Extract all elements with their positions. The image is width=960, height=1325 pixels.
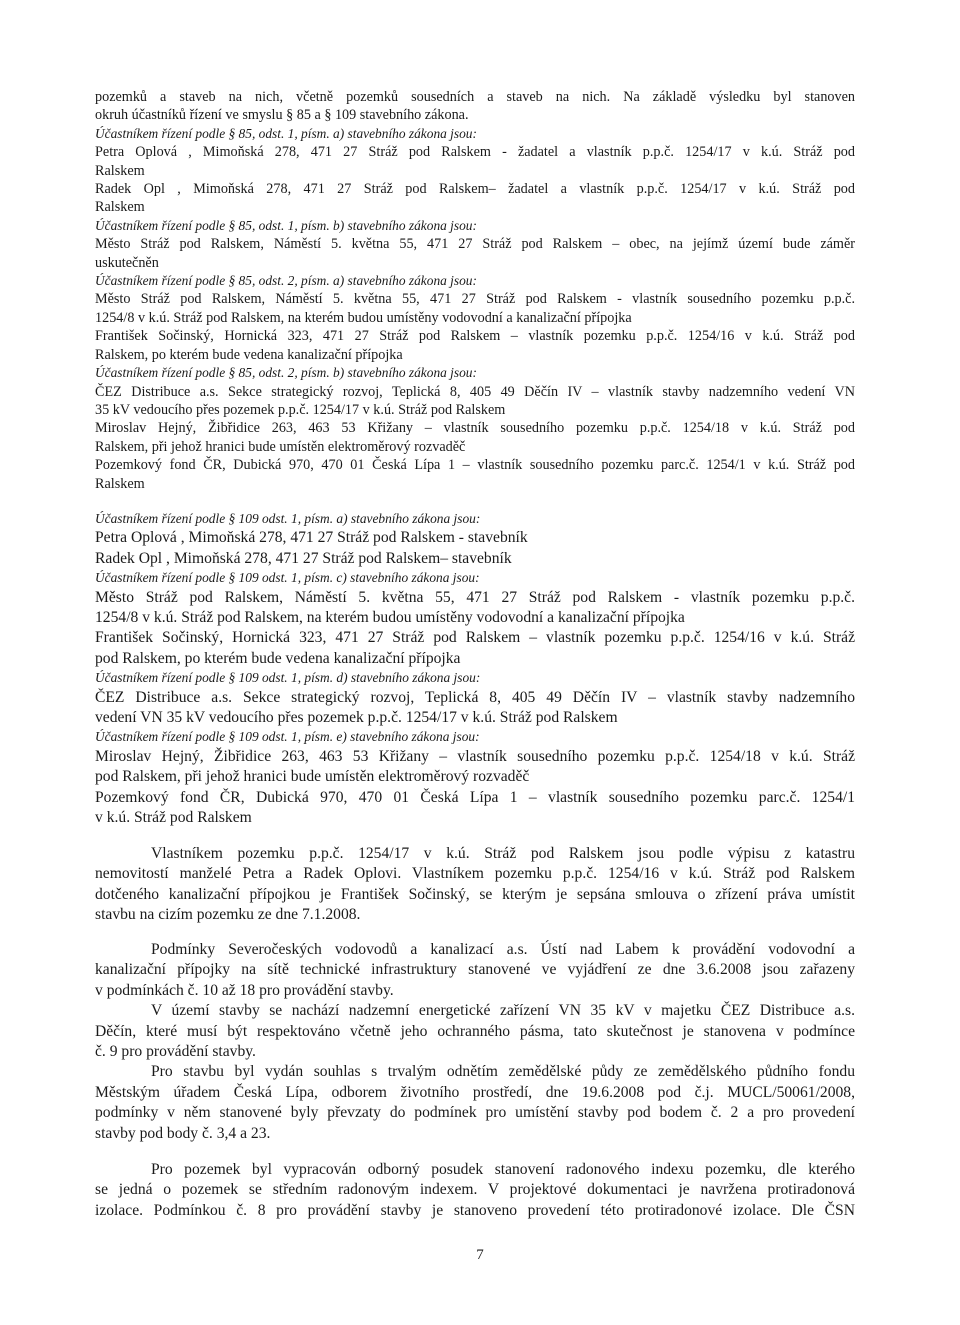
text-line: 1254/8 v k.ú. Stráž pod Ralskem, na kterém budou umístěny vodovodní a kanalizační přípojka bbox=[95, 609, 685, 627]
text-line: Účastníkem řízení podle § 85, odst. 1, písm. b) stavebního zákona jsou: bbox=[95, 217, 477, 233]
text-line: Účastníkem řízení podle § 109 odst. 1, písm. e) stavebního zákona jsou: bbox=[95, 729, 480, 745]
text-line: Účastníkem řízení podle § 109 odst. 1, písm. a) stavebního zákona jsou: bbox=[95, 511, 481, 526]
text-line: Miroslav Hejný, Žibřidice 263, 463 53 Křižany – vlastník sousedního pozemku p.p.č. 1254/18 v k.ú. Stráž bbox=[95, 747, 855, 765]
text-line: vedení VN 35 kV vedoucího přes pozemek p.p.č. 1254/17 v k.ú. Stráž pod Ralskem bbox=[95, 709, 618, 727]
participants-section-109 bbox=[95, 510, 855, 829]
text-line: Ralskem, po kterém bude vedena kanalizační přípojka bbox=[95, 346, 403, 363]
text-line: Město Stráž pod Ralskem, Náměstí 5. května 55, 471 27 Stráž pod Ralskem - vlastník sousedního pozemku p.p.č. bbox=[95, 291, 855, 308]
text-line: Účastníkem řízení podle § 109 odst. 1, písm. d) stavebního zákona jsou: bbox=[95, 670, 481, 686]
text-line: Pozemkový fond ČR, Dubická 970, 470 01 Česká Lípa 1 – vlastník sousedního pozemku parc.č. 1254/1 v k.ú. Stráž pod bbox=[95, 457, 855, 474]
text-line: Účastníkem řízení podle § 85, odst. 2, písm. b) stavebního zákona jsou: bbox=[95, 365, 477, 381]
text-line: Petra Oplová , Mimoňská 278, 471 27 Stráž pod Ralskem - žadatel a vlastník p.p.č. 1254/17 v k.ú. Stráž pod bbox=[95, 144, 855, 161]
text-line: Městským úřadem Česká Lípa, odborem životního prostředí, dne 19.6.2008 pod č.j. MUCL/50061/2008, bbox=[95, 1083, 855, 1101]
paragraph-radon bbox=[95, 1160, 855, 1221]
text-line: Ralskem bbox=[95, 199, 145, 216]
text-line: dotčeného kanalizační přípojkou je František Sočinský, se kterým je sepsána smlouva o zřízení práva umístit bbox=[95, 885, 855, 903]
text-line: Radek Opl , Mimoňská 278, 471 27 Stráž pod Ralskem– žadatel a vlastník p.p.č. 1254/17 v k.ú. Stráž pod bbox=[95, 181, 855, 198]
text-line: Petra Oplová , Mimoňská 278, 471 27 Stráž pod Ralskem - stavebník bbox=[95, 529, 528, 547]
text-line: ČEZ Distribuce a.s. Sekce strategický rozvoj, Teplická 8, 405 49 Děčín IV – vlastník stavby nadzemního bbox=[95, 688, 855, 706]
text-line: okruh účastníků řízení ve smyslu § 85 a § 109 stavebního zákona. bbox=[95, 107, 469, 124]
text-line: v podmínkách č. 10 až 18 pro provádění stavby. bbox=[95, 981, 394, 999]
text-line: ČEZ Distribuce a.s. Sekce strategický rozvoj, Teplická 8, 405 49 Děčín IV – vlastník stavby nadzemního vedení VN bbox=[95, 383, 855, 400]
text-line: stavbu na cizím pozemku ze dne 7.1.2008. bbox=[95, 906, 361, 924]
text-line: kanalizační přípojky na sítě technické infrastruktury stanovené ve vyjádření ze dne 3.6.2008 jsou zařazeny bbox=[95, 961, 855, 979]
text-line: Účastníkem řízení podle § 85, odst. 2, písm. a) stavebního zákona jsou: bbox=[95, 273, 477, 289]
text-line: pod Ralskem, po kterém bude vedena kanalizační přípojka bbox=[95, 649, 461, 667]
text-line: č. 9 pro provádění stavby. bbox=[95, 1043, 256, 1061]
text-line: podmínky v něm stanovené byly převzaty do podmínek pro umístění stavby pod bodem č. 2 a pro provedení bbox=[95, 1104, 855, 1122]
text-line: Radek Opl , Mimoňská 278, 471 27 Stráž pod Ralskem– stavebník bbox=[95, 549, 512, 567]
text-line: Město Stráž pod Ralskem, Náměstí 5. května 55, 471 27 Stráž pod Ralskem – obec, na jejímž území bude záměr bbox=[95, 236, 855, 253]
paragraph-conditions bbox=[95, 940, 855, 1144]
text-line: Ralskem, při jehož hranici bude umístěn elektroměrový rozvaděč bbox=[95, 438, 466, 455]
paragraph-ownership bbox=[95, 844, 855, 926]
text-line: 1254/8 v k.ú. Stráž pod Ralskem, na kterém budou umístěny vodovodní a kanalizační přípojka bbox=[95, 309, 632, 326]
text-line: v k.ú. Stráž pod Ralskem bbox=[95, 809, 252, 827]
text-line: uskutečněn bbox=[95, 254, 159, 271]
text-line: Ralskem bbox=[95, 162, 145, 179]
text-line: pozemků a staveb na nich, včetně pozemků sousedních a staveb na nich. Na základě výsledku byl stanoven bbox=[95, 89, 855, 105]
text-line: František Sočinský, Hornická 323, 471 27 Stráž pod Ralskem – vlastník pozemku p.p.č. 1254/16 v k.ú. Stráž bbox=[95, 629, 855, 647]
text-line: František Sočinský, Hornická 323, 471 27 Stráž pod Ralskem – vlastník pozemku p.p.č. 1254/16 v k.ú. Stráž pod bbox=[95, 328, 855, 345]
text-line: Účastníkem řízení podle § 109 odst. 1, písm. c) stavebního zákona jsou: bbox=[95, 570, 480, 586]
text-line: nemovitostí manželé Petra a Radek Oplovi. Vlastníkem pozemku p.p.č. 1254/16 v k.ú. Stráž pod Ralskem bbox=[95, 865, 855, 883]
text-line: izolace. Podmínkou č. 8 pro provádění stavby je stanoveno provedení této protiradonové izolace. Dle ČSN bbox=[95, 1201, 855, 1219]
text-line: Pozemkový fond ČR, Dubická 970, 470 01 Česká Lípa 1 – vlastník sousedního pozemku parc.č. 1254/1 bbox=[95, 788, 855, 806]
text-line: Město Stráž pod Ralskem, Náměstí 5. května 55, 471 27 Stráž pod Ralskem - vlastník pozemku p.p.č. bbox=[95, 588, 855, 606]
text-line: 35 kV vedoucího přes pozemek p.p.č. 1254/17 v k.ú. Stráž pod Ralskem bbox=[95, 401, 506, 418]
text-line: Vlastníkem pozemku p.p.č. 1254/17 v k.ú. Stráž pod Ralskem jsou podle výpisu z katastru bbox=[151, 845, 855, 862]
text-line: Podmínky Severočeských vodovodů a kanalizací a.s. Ústí nad Labem k provádění vodovodní a bbox=[151, 941, 855, 958]
participants-section-85 bbox=[95, 88, 855, 493]
text-line: pod Ralskem, při jehož hranici bude umístěn elektroměrový rozvaděč bbox=[95, 768, 530, 786]
text-line: stavby pod body č. 3,4 a 23. bbox=[95, 1124, 271, 1142]
text-line: Účastníkem řízení podle § 85, odst. 1, písm. a) stavebního zákona jsou: bbox=[95, 125, 477, 141]
text-line: Miroslav Hejný, Žibřidice 263, 463 53 Křižany – vlastník sousedního pozemku p.p.č. 1254/18 v k.ú. Stráž pod bbox=[95, 420, 855, 437]
text-line: Pro stavbu byl vydán souhlas s trvalým odnětím zemědělské půdy ze zemědělského půdního fondu bbox=[151, 1063, 855, 1081]
text-line: Děčín, které musí být respektováno včetně jeho ochranného pásma, tato skutečnost je stanovena v podmínce bbox=[95, 1022, 855, 1040]
text-line: se jedná o pozemek se středním radonovým indexem. V projektové dokumentaci je navržena protiradonová bbox=[95, 1181, 855, 1199]
text-line: V území stavby se nachází nadzemní energetické zařízení VN 35 kV v majetku ČEZ Distribuce a.s. bbox=[151, 1002, 855, 1020]
text-line: Ralskem bbox=[95, 475, 145, 492]
text-line: Pro pozemek byl vypracován odborný posudek stanovení radonového indexu pozemku, dle kterého bbox=[151, 1161, 855, 1178]
page-number: 7 bbox=[476, 1247, 484, 1263]
